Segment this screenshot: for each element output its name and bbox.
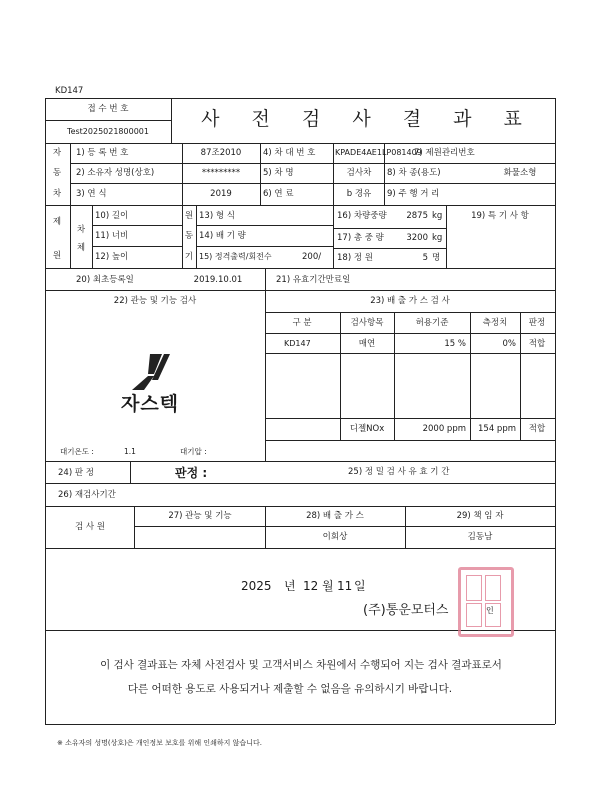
temp-value: 1.1	[124, 447, 136, 456]
receipt-label: 접 수 번 호	[87, 104, 129, 114]
company-name: (주)통운모터스	[363, 603, 449, 618]
company-seal-suffix: 인	[486, 606, 494, 615]
gross-weight-label: 17) 총 중 량	[337, 233, 384, 243]
privacy-footnote: ※ 소유자의 성명(상호)은 개인정보 보호를 위해 인쇄하지 않습니다.	[57, 739, 262, 747]
date-month-unit: 월	[322, 579, 334, 593]
manager-name: 김동남	[467, 532, 493, 542]
rated-output-label: 15) 정격출력/회전수	[199, 252, 272, 261]
date-year: 2025	[241, 579, 272, 593]
car-name-label: 5) 차 명	[263, 168, 294, 178]
engine-label-3: 기	[184, 252, 194, 262]
engine-label-2: 동	[184, 231, 194, 241]
capacity-value: 5	[422, 253, 428, 263]
date-day-unit: 일	[354, 579, 366, 593]
emission-row2-limit: 2000 ppm	[422, 424, 466, 434]
capacity-unit: 명	[432, 253, 441, 263]
vehicle-side-label-1: 자	[52, 148, 62, 158]
judgement-sub-label: 판정 :	[175, 466, 208, 480]
mileage-label: 9) 주 행 거 리	[387, 189, 440, 199]
emission-header-item: 검사항목	[350, 318, 384, 328]
emission-row1-limit: 15 %	[444, 339, 466, 349]
emission-row2-measured: 154 ppm	[478, 424, 516, 434]
vehicle-side-label-2: 동	[52, 168, 62, 178]
curb-weight-unit: kg	[432, 211, 443, 221]
specs-side-label-1: 제	[52, 217, 62, 227]
curb-weight-label: 16) 차량중량	[337, 211, 387, 221]
width-label: 11) 너비	[95, 231, 129, 241]
first-reg-label: 20) 최초등록일	[76, 275, 134, 285]
temp-label: 대기온도 :	[60, 447, 94, 456]
vin-label: 4) 차 대 번 호	[263, 148, 316, 158]
jastec-logo-mark	[128, 352, 174, 392]
emission-inspector-name: 이회상	[322, 532, 348, 542]
document-code: KD147	[55, 86, 84, 96]
emission-row1-measured: 0%	[502, 339, 516, 349]
special-notes-label: 19) 특 기 사 항	[471, 211, 529, 221]
specs-side-label-2: 원	[52, 251, 62, 261]
reg-no-label: 1) 등 록 번 호	[76, 148, 129, 158]
emission-label: 23) 배 출 가 스 검 사	[370, 296, 450, 306]
validity-label: 21) 유효기간만료일	[276, 275, 351, 285]
date-day: 11	[337, 579, 353, 593]
emission-inspector-label: 28) 배 출 가 스	[306, 511, 364, 521]
car-name-value: 검사차	[346, 168, 372, 178]
company-seal-stamp	[458, 567, 514, 637]
emission-row2-result: 적합	[528, 424, 546, 434]
receipt-number: Test2025021800001	[67, 127, 149, 136]
owner-value: *********	[201, 168, 241, 178]
curb-weight-value: 2875	[406, 211, 428, 221]
emission-header-result: 판정	[528, 318, 546, 328]
emission-row2-item: 디젤NOx	[349, 424, 385, 434]
emission-header-type: 구 분	[292, 318, 312, 328]
capacity-label: 18) 정 원	[337, 253, 373, 263]
manager-label: 29) 책 임 자	[456, 511, 504, 521]
fuel-label: 6) 연 료	[263, 189, 294, 199]
precision-validity-label: 25) 정 밀 검 사 유 효 기 간	[348, 467, 450, 477]
year-value: 2019	[210, 189, 232, 199]
date-year-unit: 년	[284, 579, 296, 593]
engine-type-label: 13) 형 식	[199, 211, 235, 221]
notice-line-1: 이 검사 결과표는 자체 사전검사 및 고객서비스 차원에서 수행되어 지는 검사 결과표로서	[100, 659, 502, 671]
rated-output-value: 200/	[302, 252, 322, 262]
emission-header-limit: 허용기준	[415, 318, 449, 328]
length-label: 10) 길이	[95, 211, 129, 221]
recheck-label: 26) 재검사기간	[58, 490, 116, 500]
year-label: 3) 연 식	[76, 189, 107, 199]
func-inspector-label: 27) 관능 및 기능	[168, 511, 232, 521]
document-title: 사 전 검 사 결 과 표	[201, 108, 535, 130]
displacement-label: 14) 배 기 량	[199, 231, 246, 241]
inspectors-label: 검 사 원	[74, 522, 106, 532]
notice-line-2: 다른 어떠한 용도로 사용되거나 제출할 수 없음을 유의하시기 바랍니다.	[127, 683, 453, 695]
vehicle-side-label-3: 차	[52, 189, 62, 199]
first-reg-value: 2019.10.01	[193, 275, 243, 285]
gross-weight-value: 3200	[406, 233, 428, 243]
func-check-label: 22) 관능 및 기능 검사	[113, 296, 197, 306]
height-label: 12) 높이	[95, 252, 129, 262]
pressure-label: 대기압 :	[180, 447, 207, 456]
mgmt-no-label: 7) 제원관리번호	[414, 148, 475, 158]
body-label-1: 차	[76, 225, 86, 235]
jastec-logo-text: 자스텍	[120, 393, 180, 415]
car-type-value: 화물소형	[503, 168, 537, 178]
engine-label-1: 원	[184, 211, 194, 221]
judgement-label: 24) 판 정	[58, 468, 94, 478]
reg-no-value: 87조2010	[200, 148, 242, 158]
car-type-label: 8) 차 종(용도)	[387, 168, 441, 178]
fuel-value: b 경유	[346, 189, 372, 199]
gross-weight-unit: kg	[432, 233, 443, 243]
emission-row1-item: 매연	[358, 339, 376, 349]
emission-header-measured: 측정치	[482, 318, 508, 328]
vin-value: KPADE4AE1LP081409	[335, 148, 422, 157]
body-label-2: 체	[76, 243, 86, 253]
date-month: 12	[303, 579, 319, 593]
emission-row1-result: 적합	[528, 339, 546, 349]
owner-label: 2) 소유자 성명(상호)	[76, 168, 155, 178]
emission-row1-type: KD147	[284, 339, 311, 348]
